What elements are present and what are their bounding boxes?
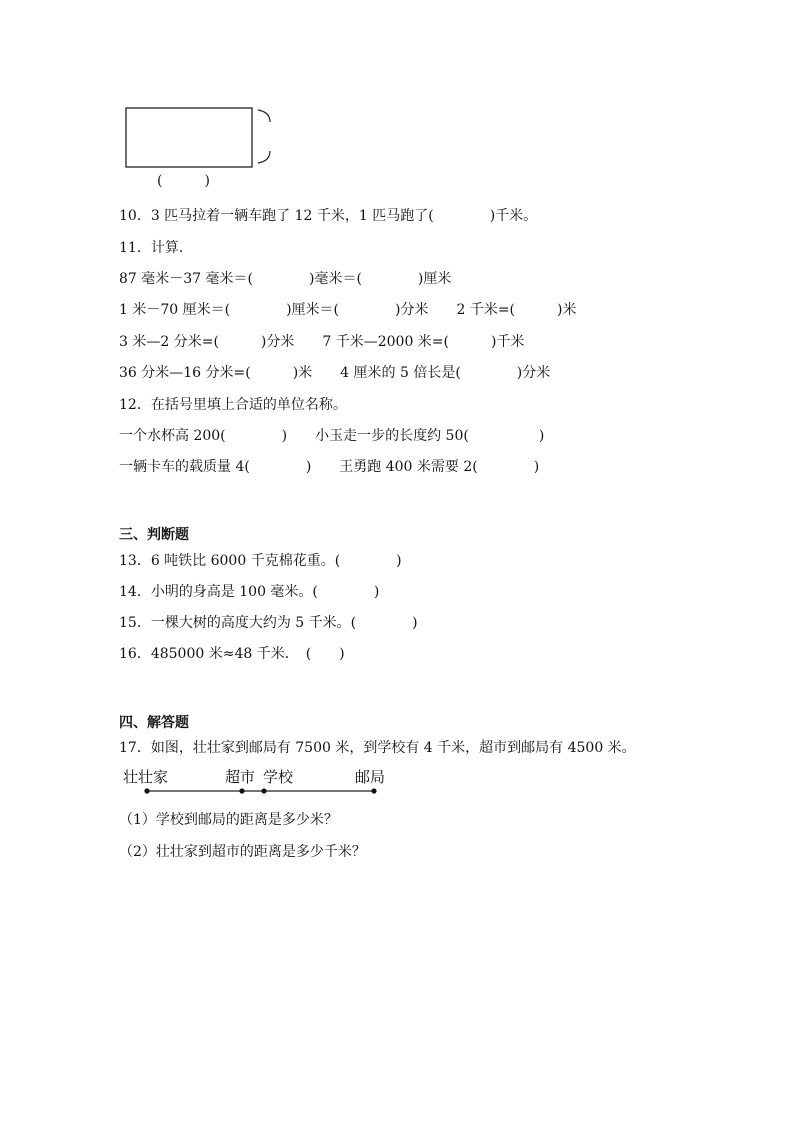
map-label-school: 学校	[263, 768, 294, 786]
point-post	[371, 788, 376, 793]
question-13: 13．6 吨铁比 6000 千克棉花重。( )	[119, 553, 402, 569]
question-11-line-4: 36 分米—16 分米=( )米 4 厘米的 5 倍长是( )分米	[119, 365, 551, 381]
right-bracket-bottom	[258, 151, 270, 163]
point-home	[144, 788, 149, 793]
map-label-market: 超市	[225, 768, 256, 786]
question-17-part-1: （1）学校到邮局的距离是多少米？	[119, 812, 338, 828]
question-16: 16．485000 米≈48 千米． ( )	[119, 646, 345, 662]
question-12-title: 12．在括号里填上合适的单位名称。	[119, 397, 347, 413]
question-17: 17．如图，壮壮家到邮局有 7500 米，到学校有 4 千米，超市到邮局有 4500 米。	[119, 740, 636, 756]
question-15: 15．一棵大树的高度大约为 5 千米。( )	[119, 615, 418, 631]
question-10: 10．3 匹马拉着一辆车跑了 12 千米，1 匹马跑了( )千米。	[119, 208, 538, 224]
map-label-home: 壮壮家	[123, 768, 169, 786]
section-4-heading: 四、解答题	[119, 715, 189, 731]
map-label-post: 邮局	[355, 768, 386, 786]
question-11-line-1: 87 毫米－37 毫米＝( )毫米＝( )厘米	[119, 271, 452, 287]
rect-bottom-paren: ( )	[157, 173, 210, 189]
point-school	[261, 788, 266, 793]
question-12-line-1: 一个水杯高 200( ) 小玉走一步的长度约 50( )	[119, 428, 545, 444]
right-bracket-top	[258, 110, 270, 122]
rectangle-shape	[126, 108, 252, 167]
point-market	[239, 788, 244, 793]
question-11-line-3: 3 米—2 分米=( )分米 7 千米—2000 米=( )千米	[119, 334, 525, 350]
question-11-title: 11．计算．	[119, 240, 193, 256]
question-12-line-2: 一辆卡车的载质量 4( ) 王勇跑 400 米需要 2( )	[119, 459, 540, 475]
question-11-line-2: 1 米－70 厘米＝( )厘米＝( )分米 2 千米=( )米	[119, 302, 577, 318]
question-17-part-2: （2）壮壮家到超市的距离是多少千米？	[119, 844, 366, 860]
section-3-heading: 三、判断题	[119, 527, 189, 543]
question-14: 14．小明的身高是 100 毫米。( )	[119, 584, 380, 600]
